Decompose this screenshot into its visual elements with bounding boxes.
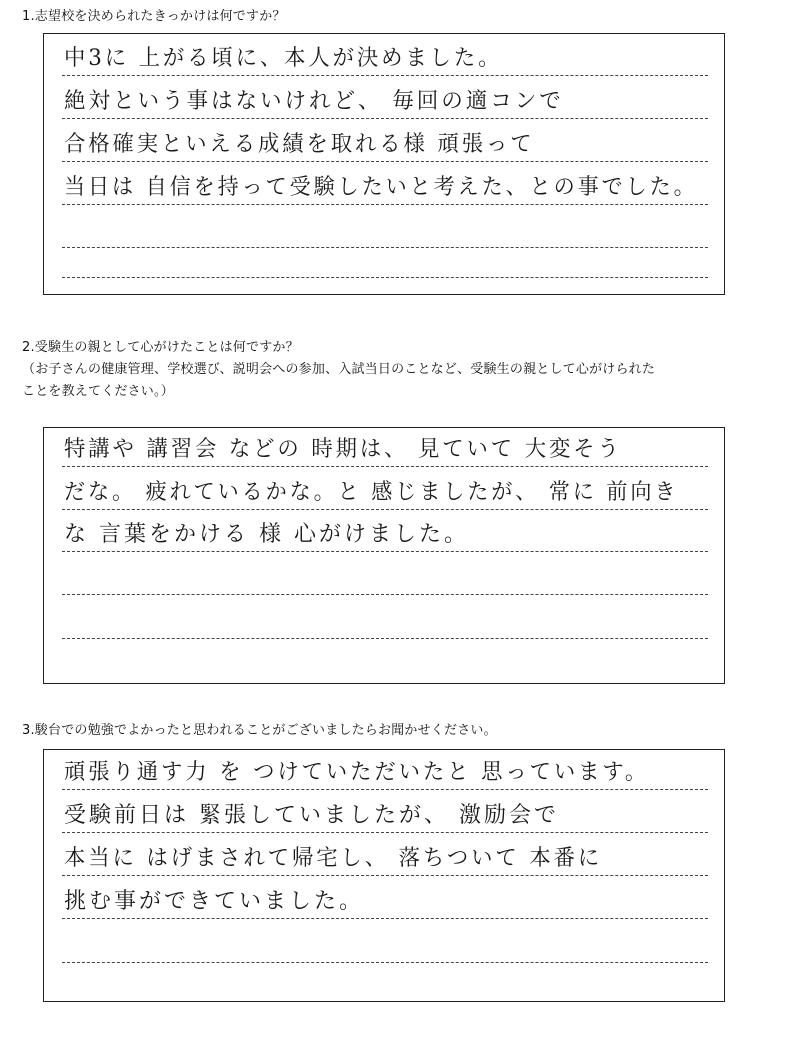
q3-handwriting-line-2: 受験前日は 緊張していましたが、 激励会で — [64, 803, 559, 828]
q1-answer-line-5 — [62, 222, 708, 248]
q2-handwriting-line-2: だな。 疲れているかな。と 感じましたが、 常に 前向き — [64, 480, 679, 505]
q1-handwriting-line-1: 中3に 上がる頃に、本人が決めました。 — [64, 46, 503, 71]
q2-subtitle-line-1: （お子さんの健康管理、学校選び、説明会への参加、入試当日のことなど、受験生の親として心がけられた — [22, 362, 656, 377]
q2-title-text: 2.受験生の親として心がけたことは何ですか？ — [22, 340, 299, 355]
q3-handwriting-line-1: 頑張り通す力 を つけていただいたと 思っています。 — [64, 760, 650, 785]
q3-answer-line-4 — [62, 889, 708, 919]
q1-handwriting-line-3: 合格確実といえる成績を取れる様 頑張って — [64, 132, 535, 157]
q1-answer-line-2 — [62, 89, 708, 119]
q3-title-text: 3.駿台での勉強でよかったと思われることがございましたらお聞かせください。 — [22, 723, 497, 738]
q2-answer-line-5 — [62, 613, 708, 639]
q2-handwriting-line-1: 特講や 講習会 などの 時期は、 見ていて 大変そう — [64, 437, 622, 462]
q1-answer-line-4 — [62, 175, 708, 205]
q1-answer-line-3 — [62, 132, 708, 162]
q3-answer-line-1 — [62, 760, 708, 790]
q3-answer-box — [43, 749, 725, 1002]
q1-title — [22, 6, 286, 28]
q3-answer-line-3 — [62, 846, 708, 876]
q2-answer-line-1 — [62, 437, 708, 467]
q1-title-text: 1.志望校を決められたきっかけは何ですか？ — [22, 9, 286, 24]
q2-answer-line-4 — [62, 569, 708, 595]
q2-answer-line-3 — [62, 522, 708, 552]
q3-handwriting-line-4: 挑む事ができていました。 — [64, 889, 365, 914]
q1-answer-line-6 — [62, 252, 708, 278]
q3-handwriting-line-3: 本当に はげまされて帰宅し、 落ちついて 本番に — [64, 846, 603, 871]
q2-handwriting-line-3: な 言葉をかける 様 心がけました。 — [64, 522, 469, 547]
q1-answer-line-1 — [62, 46, 708, 76]
q1-handwriting-line-2: 絶対という事はないけれど、 毎回の適コンで — [64, 89, 564, 114]
q2-subtitle-line-2: ことを教えてください。） — [22, 384, 174, 399]
q2-title — [22, 337, 655, 403]
q3-answer-line-2 — [62, 803, 708, 833]
q1-answer-box — [43, 33, 725, 295]
q2-answer-line-2 — [62, 480, 708, 510]
q3-answer-line-5 — [62, 937, 708, 963]
q3-title — [22, 720, 497, 742]
q1-handwriting-line-4: 当日は 自信を持って受験したいと考えた、との事でした。 — [64, 175, 698, 200]
q2-answer-box — [43, 427, 725, 684]
